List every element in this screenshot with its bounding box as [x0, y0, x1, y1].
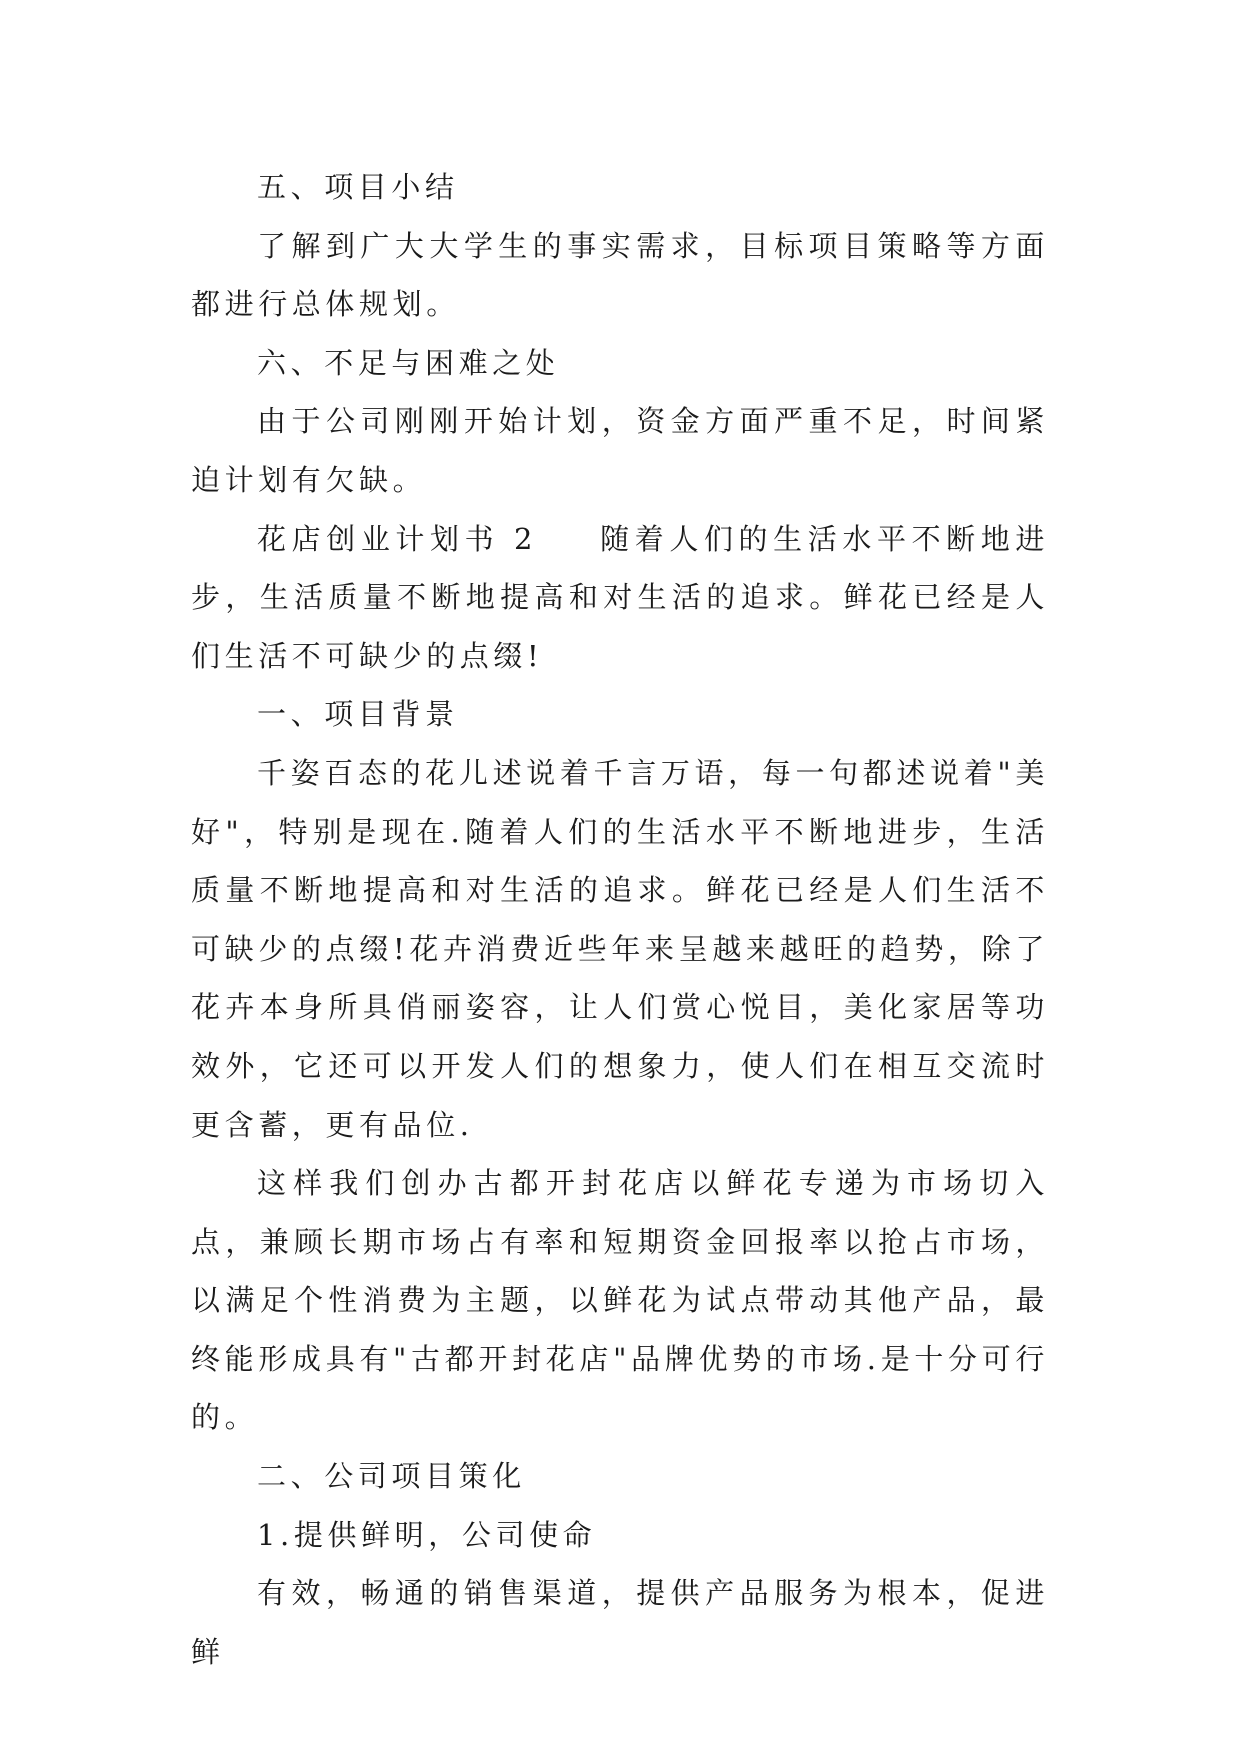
- plan-intro-text: 随着人们的生活水平不断地进步，生活质量不断地提高和对生活的追求。鲜花已经是人们生活不可缺少的点缀!: [191, 521, 1049, 673]
- paragraph-market-entry: 这样我们创办古都开封花店以鲜花专递为市场切入点，兼顾长期市场占有率和短期资金回报率以抢占市场，以满足个性消费为主题，以鲜花为试点带动其他产品，最终能形成具有"古都开封花店"品牌优势的市场.是十分可行的。: [191, 1166, 1049, 1435]
- paragraph-summary: 了解到广大大学生的事实需求，目标项目策略等方面都进行总体规划。: [191, 228, 1049, 322]
- paragraph-mission: 有效，畅通的销售渠道，提供产品服务为根本，促进鲜: [191, 1576, 1049, 1669]
- paragraph-difficulties: 由于公司刚刚开始计划，资金方面严重不足，时间紧迫计划有欠缺。: [191, 404, 1049, 497]
- subheading-mission: 1.提供鲜明，公司使命: [257, 1517, 597, 1552]
- document-body: [191, 158, 1049, 1681]
- paragraph-background: 千姿百态的花儿述说着千言万语，每一句都述说着"美好"，特别是现在.随着人们的生活水平不断地进步，生活质量不断地提高和对生活的追求。鲜花已经是人们生活不可缺少的点缀!花卉消费近些年来呈越来越旺的趋势，除了花卉本身所具俏丽姿容，让人们赏心悦目，美化家居等功效外，它还可以开发人们的想象力，使人们在相互交流时更含蓄，更有品位.: [191, 755, 1049, 1142]
- plan-title: 花店创业计划书 2: [257, 521, 538, 556]
- section-heading-planning: 二、公司项目策化: [257, 1459, 526, 1494]
- section-heading-difficulties: 六、不足与困难之处: [257, 345, 560, 380]
- section-heading-background: 一、项目背景: [257, 697, 459, 732]
- paragraph-plan-intro: [191, 510, 1049, 686]
- section-heading-summary: 五、项目小结: [257, 170, 459, 204]
